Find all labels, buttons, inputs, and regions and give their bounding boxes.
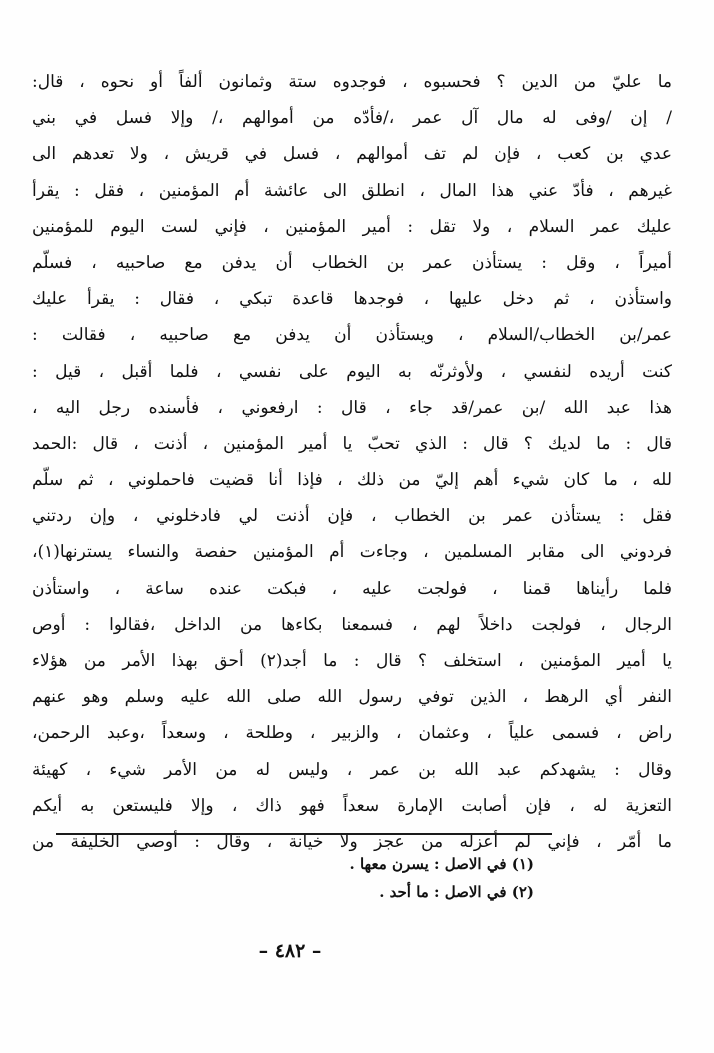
footnote: (١) في الاصل : يسرن معها . [349,855,534,873]
text-line: وقال : يشهدكم عبد الله بن عمر ، وليس له من الأمر شيء ، كهيئة [32,759,672,780]
text-line: النفر أي الرهط ، الذين توفي رسول الله صلى الله عليه وسلم وهو عنهم [32,687,672,708]
text-line: أميراً ، وقل : يستأذن عمر بن الخطاب أن يدفن مع صاحبيه ، فسلّم [32,252,672,273]
text-line: ما عليّ من الدين ؟ فحسبوه ، فوجدوه ستة وثمانون ألفاً أو نحوه ، قال: [32,72,672,92]
text-line: واستأذن ، ثم دخل عليها ، فوجدها قاعدة تبكي ، فقال : يقرأ عليك [32,289,672,310]
text-line: / إن /وفى له مال آل عمر ،/فأدّه من أموالهم ،/ وإلا فسل في بني [32,108,672,129]
text-line: التعزية له ، فإن أصابت الإمارة سعداً فهو ذاك ، وإلا فليستعن به أيكم [32,795,672,816]
main-text [32,64,672,860]
text-line: قال : ما لديك ؟ قال : الذي تحبّ يا أمير المؤمنين ، أذنت ، قال :الحمد [32,433,672,454]
text-line: فردوني الى مقابر المسلمين ، وجاءت أم المؤمنين حفصة والنساء يسترنها(١)، [32,542,672,563]
text-line: ما أمّر ، فإني لم أعزله من عجز ولا خيانة ، وقال : أوصي الخليفة من [32,831,672,852]
text-line: عدي بن كعب ، فإن لم تف أموالهم ، فسل في قريش ، ولا تعدهم الى [32,144,672,165]
footnotes [174,850,534,906]
text-line: لله ، ما كان شيء أهم إليّ من ذلك ، فإذا أنا قضيت فاحملوني ، ثم سلّم [32,470,672,491]
page-number: – ٤٨٢ – [258,940,322,962]
footnote-divider [56,833,552,835]
text-line: عمر/بن الخطاب/السلام ، ويستأذن أن يدفن مع صاحبيه ، فقالت : [32,325,672,346]
footnote: (٢) في الاصل : ما أحد . [379,883,534,901]
text-line: يا أمير المؤمنين ، استخلف ؟ قال : ما أجد(٢) أحق بهذا الأمر من هؤلاء [32,651,672,671]
text-line: عليك عمر السلام ، ولا تقل : أمير المؤمنين ، فإني لست اليوم للمؤمنين [32,216,672,237]
text-line: غيرهم ، فأدّ عني هذا المال ، انطلق الى عائشة أم المؤمنين ، فقل : يقرأ [32,180,672,201]
text-line: فقل : يستأذن عمر بن الخطاب ، فإن أذنت لي فادخلوني ، وإن ردتني [32,506,672,527]
text-line: راض ، فسمى علياً ، وعثمان ، والزبير ، وطلحة ، وسعداً ،وعبد الرحمن، [32,723,672,744]
text-line: فلما رأيناها قمنا ، فولجت عليه ، فبكت عنده ساعة ، واستأذن [32,578,672,599]
text-line: الرجال ، فولجت داخلاً لهم ، فسمعنا بكاءها من الداخل ،فقالوا : أوص [32,614,672,635]
text-line: كنت أريده لنفسي ، ولأوثرنّه به اليوم على نفسي ، فلما أقبل ، قيل : [32,361,672,382]
text-line: هذا عبد الله /بن عمر/قد جاء ، قال : ارفعوني ، فأسنده رجل اليه ، [32,397,672,418]
